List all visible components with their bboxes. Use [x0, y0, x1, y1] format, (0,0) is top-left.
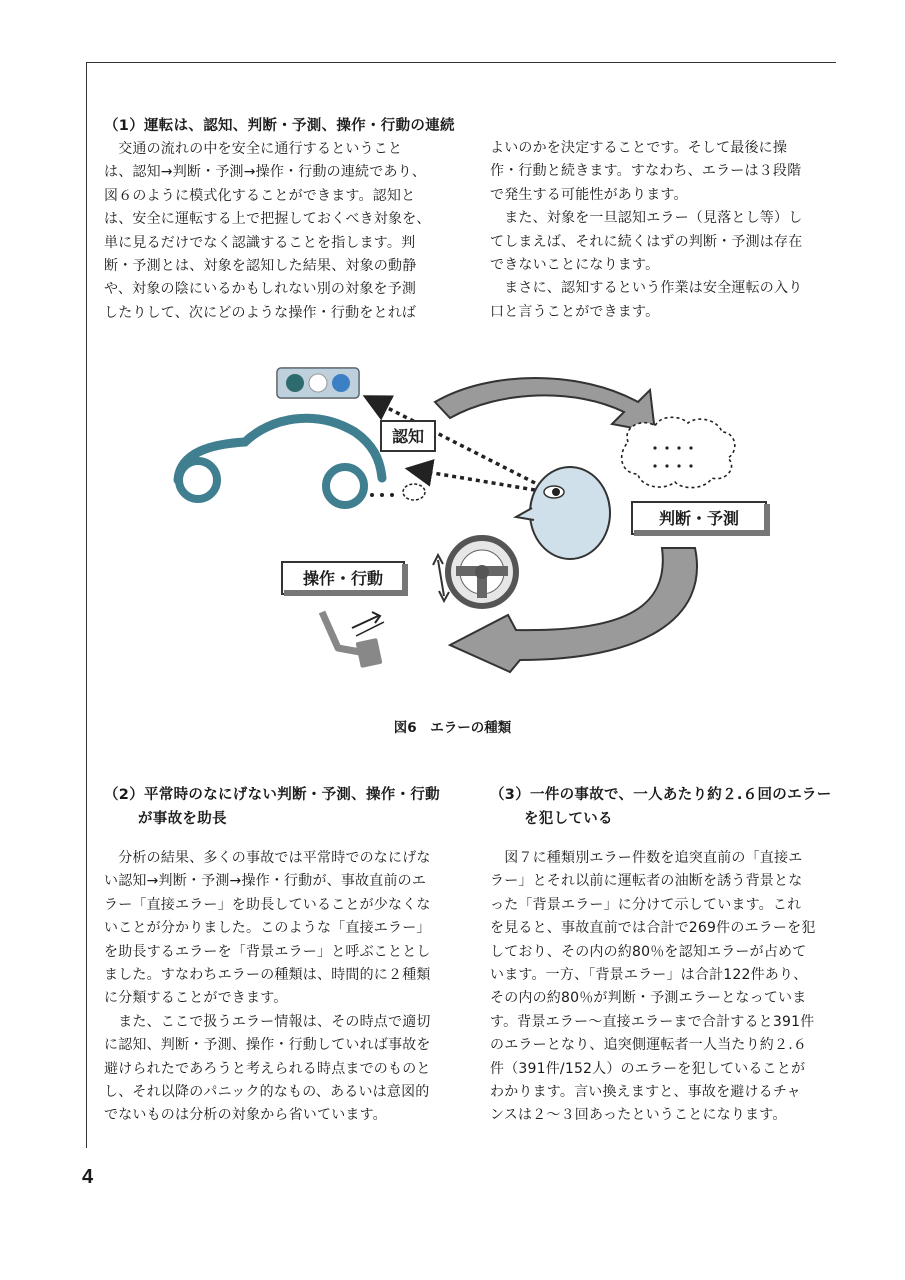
- pedal-icon: [322, 612, 384, 668]
- text-line: したりして、次にどのような操作・行動をとれば: [104, 304, 417, 321]
- text-line: い認知→判断・予測→操作・行動が、事故直前のエ: [104, 873, 427, 890]
- text-line: を見ると、事故直前では合計で269件のエラーを犯: [490, 920, 816, 937]
- signal-light-white: [309, 374, 327, 392]
- text-line: ラー」とそれ以前に運転者の油断を誘う背景とな: [490, 873, 803, 890]
- text-line: その内の約80％が判断・予測エラーとなっていま: [490, 990, 807, 1007]
- section1-left-column: [104, 114, 464, 325]
- text-line: に認知、判断・予測、操作・行動していれば事故を: [104, 1037, 431, 1054]
- section3-text: [490, 847, 860, 1128]
- text-line: できないことになります。: [490, 257, 660, 274]
- text-line: や、対象の陰にいるかもしれない別の対象を予測: [104, 281, 417, 298]
- text-line: 図６のように模式化することができます。認知と: [104, 187, 416, 204]
- text-line: います。一方、「背景エラー」は合計122件あり、: [490, 967, 808, 984]
- section3-heading-line1: （3）一件の事故で、一人あたり約２.６回のエラー: [490, 787, 832, 803]
- text-line: は、安全に運転する上で把握しておくべき対象を、: [104, 211, 431, 228]
- text-line: し、それ以降のパニック的なもの、あるいは意図的: [104, 1084, 430, 1101]
- traffic-signal-icon: [277, 368, 359, 398]
- section1-right-text: [490, 137, 850, 324]
- section1-right-column: [490, 137, 850, 324]
- section2-text: [104, 847, 474, 1128]
- signal-light-green: [286, 374, 304, 392]
- text-line: 図７に種類別エラー件数を追突直前の「直接エ: [490, 850, 803, 866]
- text-line: ンスは２～３回あったということになります。: [490, 1107, 787, 1124]
- text-line: いことが分かりました。このような「直接エラー」: [104, 920, 431, 937]
- text-line: を助長するエラーを「背景エラー」と呼ぶこととし: [104, 943, 431, 960]
- text-line: は、認知→判断・予測→操作・行動の連続であり、: [104, 164, 427, 181]
- section1-heading: （1）運転は、認知、判断・予測、操作・行動の連続: [104, 118, 455, 134]
- text-line: まさに、認知するという作業は安全運転の入り: [490, 280, 803, 297]
- section2-heading-line2: が事故を助長: [138, 811, 227, 827]
- error-types-diagram: [150, 360, 790, 700]
- recognition-label-text: 認知: [391, 427, 425, 446]
- text-line: のエラーとなり、追突側運転者一人当たり約２.６: [490, 1037, 808, 1054]
- hidden-object-cloud-icon: [370, 484, 425, 500]
- driver-face-icon: [516, 467, 610, 559]
- thought-cloud-icon: [622, 417, 735, 487]
- operation-label-text: 操作・行動: [302, 569, 384, 588]
- page-number: 4: [82, 1166, 94, 1188]
- text-line: 分析の結果、多くの事故では平常時でのなにげな: [104, 850, 431, 866]
- car-wheel: [179, 461, 217, 499]
- text-line: 単に見るだけでなく認識することを指します。判: [104, 234, 416, 251]
- text-line: ラー「直接エラー」を助長していることが少なくな: [104, 896, 431, 913]
- text-line: また、ここで扱うエラー情報は、その時点で適切: [104, 1013, 431, 1030]
- text-line: 件（391件/152人）のエラーを犯していることが: [490, 1060, 806, 1077]
- judgment-label-text: 判断・予測: [658, 509, 740, 528]
- section2-column: [104, 783, 474, 1128]
- top-rule: [86, 62, 836, 63]
- text-line: でないものは分析の対象から省いています。: [104, 1107, 387, 1124]
- text-line: 断・予測とは、対象を認知した結果、対象の動静: [104, 258, 417, 275]
- text-line: しており、その内の約80％を認知エラーが占めて: [490, 943, 807, 960]
- text-line: った「背景エラー」に分けて示しています。これ: [490, 896, 802, 913]
- judgment-label: [632, 502, 770, 536]
- section3-heading-line2: を犯している: [524, 811, 613, 827]
- left-rule: [86, 62, 87, 1148]
- car-wheel: [326, 467, 364, 505]
- text-line: 交通の流れの中を安全に通行するということ: [104, 141, 403, 157]
- section3-column: [490, 783, 860, 1128]
- text-line: に分類することができます。: [104, 990, 288, 1007]
- recognition-label: [381, 421, 435, 451]
- text-line: わかります。言い換えますと、事故を避けるチャ: [490, 1084, 801, 1101]
- operation-label: [282, 562, 408, 596]
- cycle-arrow-top: [435, 378, 655, 432]
- text-line: で発生する可能性があります。: [490, 186, 688, 203]
- steering-wheel-icon: [448, 538, 516, 606]
- text-line: てしまえば、それに続くはずの判断・予測は存在: [490, 233, 803, 250]
- section1-left-text: [104, 138, 464, 325]
- text-line: 作・行動と続きます。すなわち、エラーは３段階: [490, 163, 802, 180]
- text-line: 避けられたであろうと考えられる時点までのものと: [104, 1060, 431, 1077]
- text-line: す。背景エラー～直接エラーまで合計すると391件: [490, 1013, 815, 1030]
- text-line: また、対象を一旦認知エラー（見落とし等）し: [490, 210, 803, 227]
- section2-heading-line1: （2）平常時のなにげない判断・予測、操作・行動: [104, 787, 440, 803]
- text-line: 口と言うことができます。: [490, 303, 660, 320]
- figure-caption: 図6 エラーの種類: [393, 720, 512, 736]
- text-line: ました。すなわちエラーの種類は、時間的に２種類: [104, 967, 431, 984]
- signal-light-blue: [332, 374, 350, 392]
- car-icon: [178, 418, 382, 505]
- text-line: よいのかを決定することです。そして最後に操: [490, 140, 788, 156]
